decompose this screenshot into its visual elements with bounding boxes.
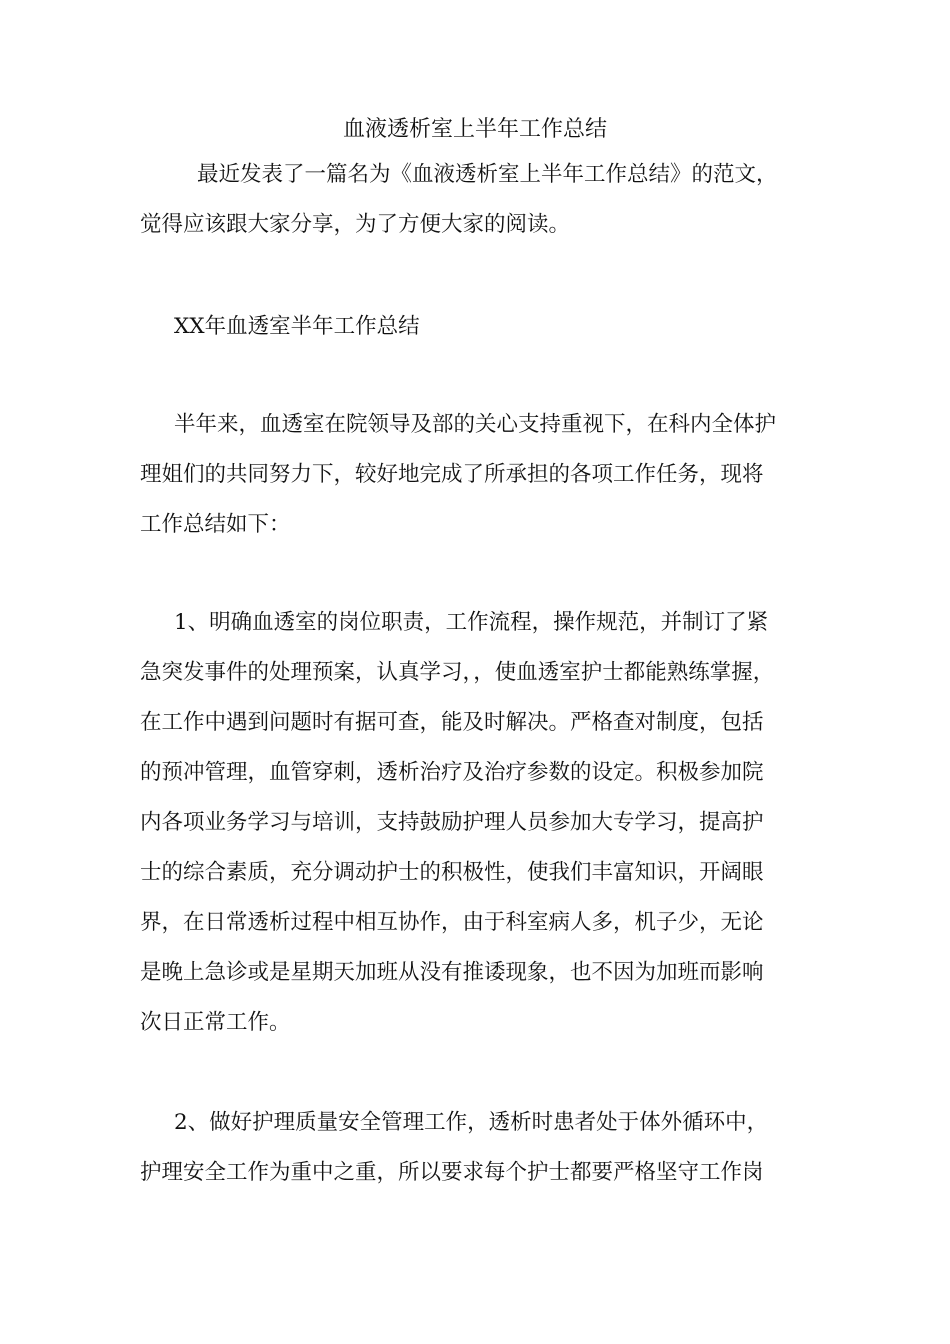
text-line: 理姐们的共同努力下，较好地完成了所承担的各项工作任务，现将 bbox=[140, 462, 764, 487]
text-line: 的预冲管理，血管穿刺，透析治疗及治疗参数的设定。积极参加院 bbox=[140, 760, 764, 785]
section-subtitle bbox=[140, 302, 810, 352]
text-line: XX年血透室半年工作总结 bbox=[174, 314, 420, 339]
text-line: 急突发事件的处理预案，认真学习，，使血透室护士都能熟练掌握， bbox=[140, 660, 775, 685]
document-title: 血液透析室上半年工作总结 bbox=[342, 117, 607, 142]
paragraph-item-1 bbox=[140, 598, 810, 1048]
text-line: 内各项业务学习与培训，支持鼓励护理人员参加大专学习，提高护 bbox=[140, 810, 764, 835]
text-line: 工作总结如下： bbox=[140, 512, 291, 537]
text-line: 在工作中遇到问题时有据可查，能及时解决。严格查对制度，包括 bbox=[140, 710, 764, 735]
text-line: 1、明确血透室的岗位职责，工作流程，操作规范，并制订了紧 bbox=[174, 610, 769, 635]
paragraph-overview bbox=[140, 400, 810, 550]
text-line: 最近发表了一篇名为《血液透析室上半年工作总结》的范文， bbox=[197, 162, 778, 187]
text-line: 界，在日常透析过程中相互协作，由于科室病人多，机子少，无论 bbox=[140, 910, 764, 935]
text-line: 觉得应该跟大家分享，为了方便大家的阅读。 bbox=[140, 212, 571, 237]
text-line: 半年来，血透室在院领导及部的关心支持重视下，在科内全体护 bbox=[174, 412, 777, 437]
text-line: 次日正常工作。 bbox=[140, 1010, 291, 1035]
paragraph-item-2 bbox=[140, 1098, 810, 1198]
intro-paragraph bbox=[140, 150, 810, 250]
text-line: 是晚上急诊或是星期天加班从没有推诿现象，也不因为加班而影响 bbox=[140, 960, 764, 985]
text-line: 2、做好护理质量安全管理工作，透析时患者处于体外循环中， bbox=[174, 1110, 769, 1135]
text-line: 士的综合素质，充分调动护士的积极性，使我们丰富知识，开阔眼 bbox=[140, 860, 764, 885]
text-line: 护理安全工作为重中之重，所以要求每个护士都要严格坚守工作岗 bbox=[140, 1160, 764, 1185]
